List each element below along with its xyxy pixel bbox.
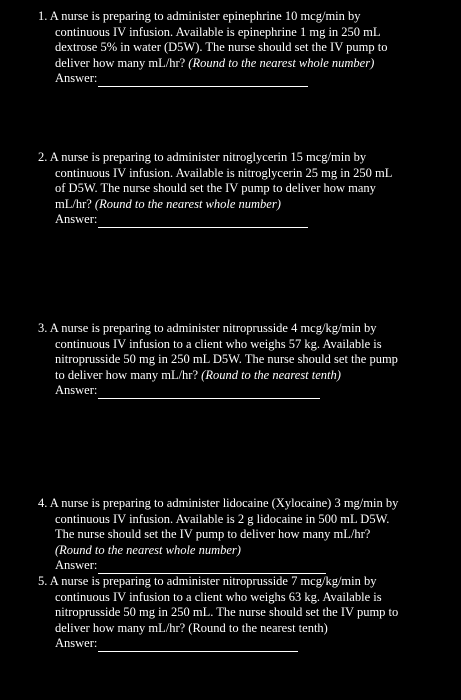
question-3-line-4-text: to deliver how many mL/hr? [55, 367, 199, 382]
question-1-line-3: dextrose 5% in water (D5W). The nurse should set the IV pump to [55, 40, 388, 54]
question-3-line-1: 3. A nurse is preparing to administer nitroprusside 4 mcg/kg/min by [38, 321, 377, 335]
question-5-answer-blank[interactable] [98, 639, 298, 652]
question-5-answer-label: Answer: [55, 636, 98, 650]
question-4 [38, 496, 448, 574]
question-2-answer-label: Answer: [55, 212, 98, 226]
question-2 [38, 150, 448, 228]
question-5 [38, 574, 448, 652]
question-3-answer-blank[interactable] [98, 386, 320, 399]
question-3-line-3: nitroprusside 50 mg in 250 mL D5W. The nurse should set the pump [55, 352, 398, 366]
question-5-line-3: nitroprusside 50 mg in 250 mL. The nurse should set the IV pump to [55, 605, 399, 619]
question-5-line-4: deliver how many mL/hr? (Round to the nearest tenth) [55, 620, 328, 635]
question-1-line-4-text: deliver how many mL/hr? [55, 55, 186, 70]
question-2-answer-blank[interactable] [98, 215, 308, 228]
question-5-line-1: 5. A nurse is preparing to administer nitroprusside 7 mcg/kg/min by [38, 574, 377, 588]
question-5-answer-row [38, 636, 448, 652]
question-5-line-2: continuous IV infusion to a client who weighs 63 kg. Available is [55, 589, 382, 604]
question-2-line-1: 2. A nurse is preparing to administer nitroglycerin 15 mcg/min by [38, 150, 367, 164]
question-4-line-1: 4. A nurse is preparing to administer lidocaine (Xylocaine) 3 mg/min by [38, 496, 399, 510]
question-4-round-note: (Round to the nearest whole number) [55, 542, 241, 557]
question-4-answer-blank[interactable] [98, 561, 326, 574]
question-2-line-2: continuous IV infusion. Available is nitroglycerin 25 mg in 250 mL [55, 165, 393, 180]
question-3 [38, 321, 448, 399]
question-1-line-2: continuous IV infusion. Available is epinephrine 1 mg in 250 mL [55, 24, 381, 39]
question-2-round-note: (Round to the nearest whole number) [94, 196, 281, 211]
question-1-answer-row [38, 71, 448, 87]
question-1-answer-label: Answer: [55, 71, 98, 85]
question-2-line-4-text: mL/hr? [55, 196, 92, 211]
question-2-answer-row [38, 212, 448, 228]
question-4-answer-row [38, 558, 448, 574]
question-3-answer-row [38, 383, 448, 399]
question-2-line-4 [38, 197, 448, 213]
question-1-round-note: (Round to the nearest whole number) [188, 55, 375, 70]
question-4-line-2: continuous IV infusion. Available is 2 g lidocaine in 500 mL D5W. [55, 511, 390, 526]
question-4-line-3: The nurse should set the IV pump to deliver how many mL/hr? [55, 527, 371, 541]
question-1-answer-blank[interactable] [98, 74, 308, 87]
question-4-answer-label: Answer: [55, 558, 98, 572]
question-3-answer-label: Answer: [55, 383, 98, 397]
question-3-line-2: continuous IV infusion to a client who weighs 57 kg. Available is [55, 336, 382, 351]
question-1-line-4 [38, 56, 448, 72]
question-3-line-4 [38, 368, 448, 384]
question-2-line-3: of D5W. The nurse should set the IV pump to deliver how many [55, 181, 376, 195]
question-1 [38, 9, 448, 87]
question-3-round-note: (Round to the nearest tenth) [201, 367, 341, 382]
question-1-line-1: 1. A nurse is preparing to administer epinephrine 10 mcg/min by [38, 9, 361, 23]
